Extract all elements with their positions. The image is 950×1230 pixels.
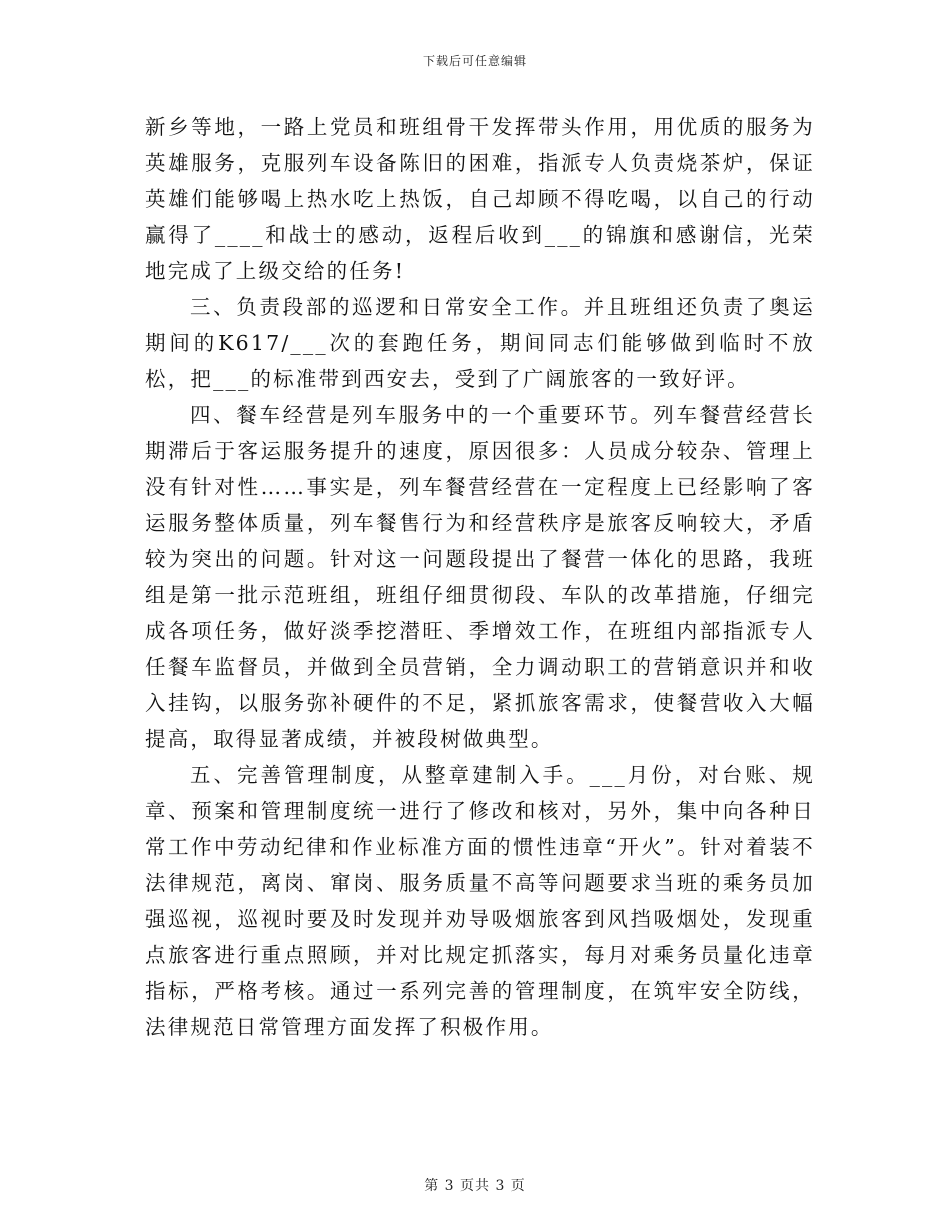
document-body [145,109,815,1045]
paragraph-section-5: 五、完善管理制度，从整章建制入手。___月份，对台账、规章、预案和管理制度统一进行了修改和核对，另外，集中向各种日常工作中劳动纪律和作业标准方面的惯性违章“开火”。针对着装不法律规范，离岗、窜岗、服务质量不高等问题要求当班的乘务员加强巡视，巡视时要及时发现并劝导吸烟旅客到风挡吸烟处，发现重点旅客进行重点照顾，并对比规定抓落实，每月对乘务员量化违章指标，严格考核。通过一系列完善的管理制度，在筑牢安全防线，法律规范日常管理方面发挥了积极作用。 [145,763,815,1039]
paragraph-continuation: 新乡等地，一路上党员和班组骨干发挥带头作用，用优质的服务为英雄服务，克服列车设备陈旧的困难，指派专人负责烧茶炉，保证英雄们能够喝上热水吃上热饭，自己却顾不得吃喝，以自己的行动赢得了____和战士的感动，返程后收到___的锦旗和感谢信，光荣地完成了上级交给的任务! [145,115,815,283]
page-header: 下载后可任意编辑 [422,54,527,68]
paragraph-section-3: 三、负责段部的巡逻和日常安全工作。并且班组还负责了奥运期间的K617/___次的套跑任务，期间同志们能够做到临时不放松，把___的标准带到西安去，受到了广阔旅客的一致好评。 [145,295,815,391]
paragraph-section-4: 四、餐车经营是列车服务中的一个重要环节。列车餐营经营长期滞后于客运服务提升的速度，原因很多：人员成分较杂、管理上没有针对性……事实是，列车餐营经营在一定程度上已经影响了客运服务整体质量，列车餐售行为和经营秩序是旅客反响较大，矛盾较为突出的问题。针对这一问题段提出了餐营一体化的思路，我班组是第一批示范班组，班组仔细贯彻段、车队的改革措施，仔细完成各项任务，做好淡季挖潜旺、季增效工作，在班组内部指派专人任餐车监督员，并做到全员营销，全力调动职工的营销意识并和收入挂钩，以服务弥补硬件的不足，紧抓旅客需求，使餐营收入大幅提高，取得显著成绩，并被段树做典型。 [145,403,815,751]
page-footer: 第 3 页共 3 页 [424,1178,526,1194]
